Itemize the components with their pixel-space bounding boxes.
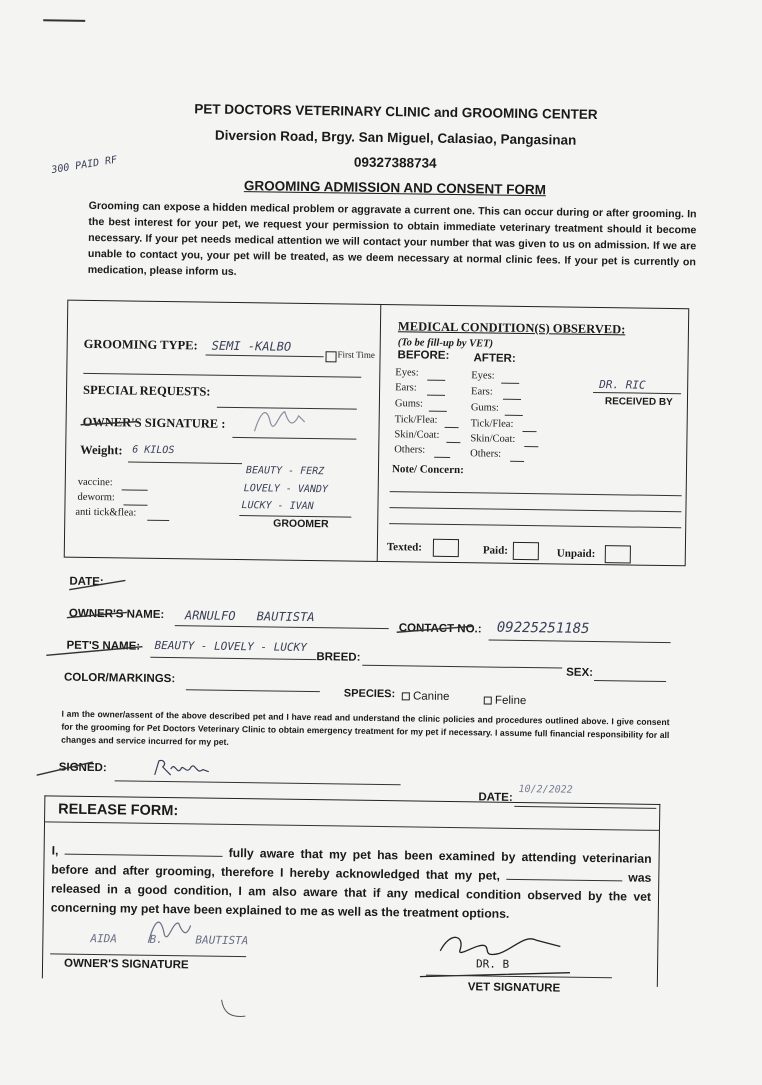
sex-label: SEX: bbox=[566, 666, 594, 679]
intro-paragraph: Grooming can expose a hidden medical problem or aggravate a current one. This can occur during or after grooming. In the best interest for your pet, we request your permission to obtain immediate veterinary treatment should it become necessary. If your pet needs medical attention we will contact your number that was given to us on admission. If we are unable to contact you, your pet will be treated, as we deem necessary at normal clinic fees. If your pet is currently on medication, please inform us. bbox=[87, 199, 697, 278]
before-gums: Gums: bbox=[394, 398, 423, 410]
release-text-part-3: was released in a good condition, I am also aware that if any medical condition observed by the vet concerning my pet have been explained to me as well as the treatment options. bbox=[50, 870, 652, 921]
received-by-value: DR. RIC bbox=[599, 378, 646, 392]
texted-label: Texted: bbox=[386, 541, 423, 554]
breed-line[interactable] bbox=[362, 665, 562, 669]
vet-written-name: DR. B bbox=[476, 957, 510, 971]
first-time-label: First Time bbox=[337, 349, 375, 360]
after-others-line[interactable] bbox=[510, 461, 524, 462]
before-tick-line[interactable] bbox=[445, 427, 459, 428]
after-skin-coat: Skin/Coat: bbox=[470, 433, 516, 445]
release-i-label: I, bbox=[51, 843, 59, 858]
grooming-details-box bbox=[64, 300, 690, 567]
color-markings-label: COLOR/MARKINGS: bbox=[63, 671, 176, 686]
note-concern-label: Note/ Concern: bbox=[391, 463, 464, 477]
species-label: SPECIES: bbox=[343, 687, 396, 701]
grooming-type-label: GROOMING TYPE: bbox=[83, 336, 198, 353]
unpaid-box[interactable] bbox=[605, 545, 631, 563]
corner-pen-mark bbox=[43, 19, 85, 22]
note-line-2[interactable] bbox=[389, 507, 681, 512]
after-eyes: Eyes: bbox=[471, 370, 495, 382]
signature-mark bbox=[153, 757, 213, 782]
contact-value[interactable]: 09225251185 bbox=[496, 619, 590, 637]
owner-name-label: OWNER'S NAME: bbox=[68, 607, 165, 621]
before-ears-line[interactable] bbox=[427, 395, 445, 396]
weight-line bbox=[128, 461, 242, 464]
sex-line[interactable] bbox=[594, 680, 666, 682]
release-owner-signature-label: OWNER'S SIGNATURE bbox=[63, 957, 189, 972]
before-ears: Ears: bbox=[395, 382, 417, 394]
payment-margin-note: 300 PAID RF bbox=[50, 154, 118, 177]
after-tick-flea: Tick/Flea: bbox=[470, 418, 514, 430]
release-owner-written-name: AIDA B. BAUTISTA bbox=[90, 931, 249, 948]
feline-option[interactable] bbox=[484, 694, 527, 707]
texted-box[interactable] bbox=[433, 539, 459, 557]
after-tick-line[interactable] bbox=[523, 431, 537, 432]
breed-label: BREED: bbox=[316, 651, 361, 664]
groomer-entry-2: LOVELY - VANDY bbox=[243, 483, 329, 496]
special-requests-label: SPECIAL REQUESTS: bbox=[82, 382, 211, 399]
before-others-line[interactable] bbox=[434, 457, 450, 458]
unpaid-label: Unpaid: bbox=[556, 547, 596, 561]
signed-date-label: DATE: bbox=[478, 791, 513, 804]
before-skin-coat: Skin/Coat: bbox=[394, 429, 440, 441]
clinic-phone: 09327388734 bbox=[353, 154, 437, 171]
after-others: Others: bbox=[470, 448, 502, 460]
canine-option[interactable] bbox=[402, 690, 450, 703]
release-form-title: RELEASE FORM: bbox=[58, 801, 179, 820]
groomer-entry-1: BEAUTY - FERZ bbox=[245, 465, 325, 478]
groomer-entry-3: LUCKY - IVAN bbox=[241, 500, 314, 513]
before-others: Others: bbox=[394, 444, 426, 456]
after-eyes-line[interactable] bbox=[501, 383, 519, 384]
date-strike bbox=[69, 575, 129, 593]
after-ears: Ears: bbox=[471, 386, 493, 398]
owner-signature-label: OWNER'S SIGNATURE : bbox=[82, 414, 226, 431]
owner-name-strike bbox=[67, 610, 131, 621]
release-text-part-2: fully aware that my pet has been examined by attending veterinarian before and after grooming, therefore I hereby acknowledged that my pet, bbox=[51, 845, 652, 883]
groomer-label: GROOMER bbox=[273, 517, 329, 531]
owner-name-value[interactable]: ARNULFO BAUTISTA bbox=[184, 608, 315, 625]
deworm-line[interactable] bbox=[123, 504, 147, 505]
release-owner-signature-mark bbox=[144, 913, 194, 948]
vaccine-label: vaccine: bbox=[77, 476, 113, 489]
note-line-3[interactable] bbox=[389, 523, 681, 528]
stray-pen-mark bbox=[219, 998, 259, 1023]
medical-conditions-title: MEDICAL CONDITION(S) OBSERVED: bbox=[397, 319, 626, 337]
release-text bbox=[51, 841, 652, 925]
owner-label-strike bbox=[81, 419, 141, 430]
signed-label: SIGNED: bbox=[58, 761, 107, 775]
paid-label: Paid: bbox=[482, 544, 509, 557]
form-title: GROOMING ADMISSION AND CONSENT FORM bbox=[243, 178, 547, 198]
vet-signature-label: VET SIGNATURE bbox=[467, 981, 561, 995]
canine-label: Canine bbox=[412, 690, 450, 703]
owner-name-line bbox=[175, 625, 389, 629]
pet-name-label: PET'S NAME: bbox=[66, 639, 141, 653]
date-label: DATE: bbox=[69, 575, 104, 589]
before-label: BEFORE: bbox=[397, 349, 450, 362]
received-by-line bbox=[593, 392, 681, 394]
release-owner-name-line[interactable] bbox=[64, 854, 222, 857]
note-line-1[interactable] bbox=[390, 491, 682, 496]
antitick-label: anti tick&flea: bbox=[75, 506, 137, 519]
clinic-name: PET DOCTORS VETERINARY CLINIC and GROOMING CENTER bbox=[194, 101, 598, 122]
pet-name-strike bbox=[46, 643, 146, 658]
grooming-type-line-2 bbox=[83, 373, 361, 378]
pet-name-line bbox=[150, 657, 316, 660]
before-tick-flea: Tick/Flea: bbox=[394, 414, 438, 426]
feline-label: Feline bbox=[494, 694, 527, 708]
before-gums-line[interactable] bbox=[429, 411, 447, 412]
after-skin-line[interactable] bbox=[524, 446, 538, 447]
contact-label: CONTACT NO.: bbox=[398, 622, 482, 636]
paid-box[interactable] bbox=[513, 542, 539, 560]
pet-name-value[interactable]: BEAUTY - LOVELY - LUCKY bbox=[154, 638, 307, 654]
received-by-label: RECEIVED BY bbox=[604, 396, 673, 409]
contact-line bbox=[489, 640, 671, 644]
signed-strike bbox=[37, 759, 97, 778]
after-label: AFTER: bbox=[473, 352, 516, 365]
before-eyes: Eyes: bbox=[395, 367, 419, 379]
consent-paragraph: I am the owner/assent of the above described pet and I have read and understand the clinic policies and procedures outlined above. I give consent for the grooming for Pet Doctors Veterinary Clinic to obtain emergency treatment for my pet if necessary. I assume full financial responsibility for all changes and service incurred for my pet. bbox=[61, 708, 670, 747]
box-divider bbox=[377, 305, 382, 561]
weight-value[interactable]: 6 KILOS bbox=[132, 444, 175, 457]
first-time-checkbox[interactable] bbox=[325, 348, 336, 366]
contact-strike bbox=[397, 624, 477, 635]
owner-signature-mark bbox=[250, 403, 310, 438]
before-skin-line[interactable] bbox=[446, 442, 460, 443]
grooming-type-value[interactable]: SEMI -KALBO bbox=[211, 338, 292, 354]
signed-line[interactable] bbox=[115, 780, 401, 785]
before-eyes-line[interactable] bbox=[427, 380, 445, 381]
vaccine-line[interactable] bbox=[122, 489, 148, 490]
deworm-label: deworm: bbox=[77, 491, 115, 504]
release-pet-name-line[interactable] bbox=[506, 879, 622, 882]
weight-label: Weight: bbox=[80, 442, 123, 458]
color-markings-line[interactable] bbox=[186, 689, 320, 692]
antitick-line[interactable] bbox=[147, 520, 169, 521]
medical-conditions-subtitle: (To be fill-up by VET) bbox=[397, 337, 494, 350]
clinic-address: Diversion Road, Brgy. San Miguel, Calasiao, Pangasinan bbox=[214, 127, 577, 148]
signed-date-value[interactable]: 10/2/2022 bbox=[518, 783, 573, 796]
after-gums: Gums: bbox=[470, 402, 499, 414]
after-gums-line[interactable] bbox=[505, 415, 523, 416]
grooming-type-line bbox=[206, 355, 324, 358]
after-ears-line[interactable] bbox=[503, 399, 521, 400]
